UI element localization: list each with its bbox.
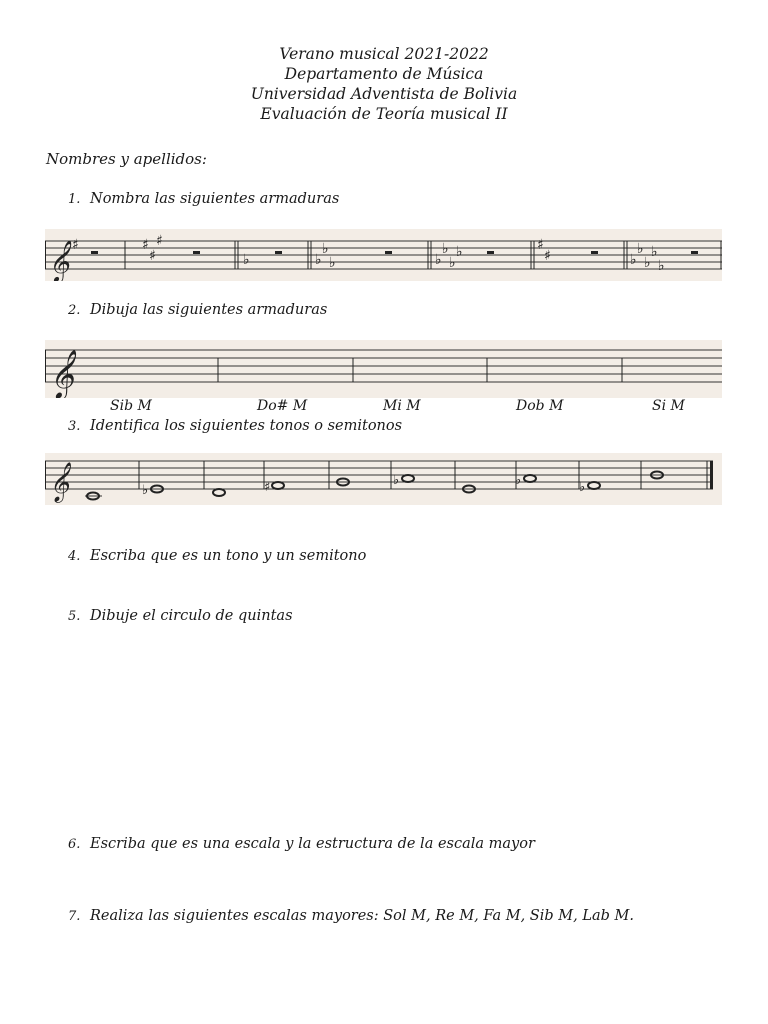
- question-text: Realiza las siguientes escalas mayores: Sol M, Re M, Fa M, Sib M, Lab M.: [90, 908, 634, 924]
- question-number: 4.: [68, 549, 81, 564]
- treble-clef-icon: 𝄞: [49, 462, 70, 502]
- treble-clef-icon: 𝄞: [49, 349, 74, 398]
- svg-text:♯: ♯: [72, 237, 79, 253]
- svg-text:♭: ♭: [456, 244, 463, 260]
- question-5: [68, 608, 293, 624]
- key-label: Si M: [652, 398, 685, 414]
- question-6: [68, 836, 535, 852]
- key-signature-staff: [45, 229, 722, 281]
- svg-text:♭: ♭: [442, 241, 449, 257]
- svg-text:♭: ♭: [393, 473, 400, 488]
- svg-text:♭: ♭: [637, 241, 644, 257]
- question-text: Escriba que es una escala y la estructura de la escala mayor: [90, 836, 535, 852]
- treble-clef-icon: 𝄞: [48, 241, 70, 281]
- question-text: Identifica los siguientes tonos o semitonos: [90, 418, 403, 434]
- question-text: Dibuja las siguientes armaduras: [90, 302, 328, 318]
- svg-text:♭: ♭: [630, 252, 637, 268]
- svg-text:♭: ♭: [579, 480, 586, 495]
- key-label: Do# M: [257, 398, 308, 414]
- question-1: [68, 191, 339, 207]
- staff-graphic: [45, 340, 722, 398]
- student-name-label: Nombres y apellidos:: [46, 150, 207, 168]
- svg-text:♭: ♭: [315, 252, 322, 268]
- svg-text:♯: ♯: [264, 480, 271, 495]
- question-4: [68, 548, 366, 564]
- svg-text:♭: ♭: [322, 241, 329, 257]
- svg-text:♭: ♭: [644, 255, 651, 271]
- svg-text:♭: ♭: [435, 252, 442, 268]
- question-number: 1.: [68, 192, 81, 207]
- svg-text:♭: ♭: [142, 483, 149, 498]
- intervals-staff: [45, 453, 722, 505]
- header-line: Departamento de Música: [284, 65, 484, 83]
- staff-graphic: [45, 453, 715, 505]
- question-text: Dibuje el circulo de quintas: [90, 608, 293, 624]
- question-text: Escriba que es un tono y un semitono: [90, 548, 367, 564]
- question-number: 3.: [68, 419, 81, 434]
- key-label: Dob M: [516, 398, 564, 414]
- svg-text:♭: ♭: [449, 255, 456, 271]
- staff-graphic: [45, 229, 722, 281]
- key-label: Mi M: [383, 398, 421, 414]
- svg-text:♯: ♯: [544, 248, 551, 264]
- document-header: [0, 44, 768, 124]
- svg-text:♯: ♯: [142, 237, 149, 253]
- header-line: Universidad Adventista de Bolivia: [250, 85, 518, 103]
- draw-key-staff: [45, 340, 722, 398]
- svg-text:♭: ♭: [651, 244, 658, 260]
- question-3: [68, 418, 402, 434]
- svg-text:♯: ♯: [149, 248, 156, 264]
- svg-text:♭: ♭: [243, 252, 250, 268]
- question-number: 6.: [68, 837, 81, 852]
- svg-text:♯: ♯: [156, 233, 163, 249]
- question-number: 2.: [68, 303, 81, 318]
- svg-text:♭: ♭: [658, 258, 665, 274]
- svg-text:♭: ♭: [329, 255, 336, 271]
- question-2: [68, 302, 327, 318]
- question-7: [68, 908, 634, 924]
- key-label: Sib M: [110, 398, 152, 414]
- svg-text:♯: ♯: [537, 237, 544, 253]
- question-number: 5.: [68, 609, 81, 624]
- header-line: Evaluación de Teoría musical II: [260, 105, 508, 123]
- svg-text:♭: ♭: [515, 473, 522, 488]
- header-line: Verano musical 2021-2022: [279, 45, 489, 63]
- question-number: 7.: [68, 909, 81, 924]
- question-text: Nombra las siguientes armaduras: [90, 191, 340, 207]
